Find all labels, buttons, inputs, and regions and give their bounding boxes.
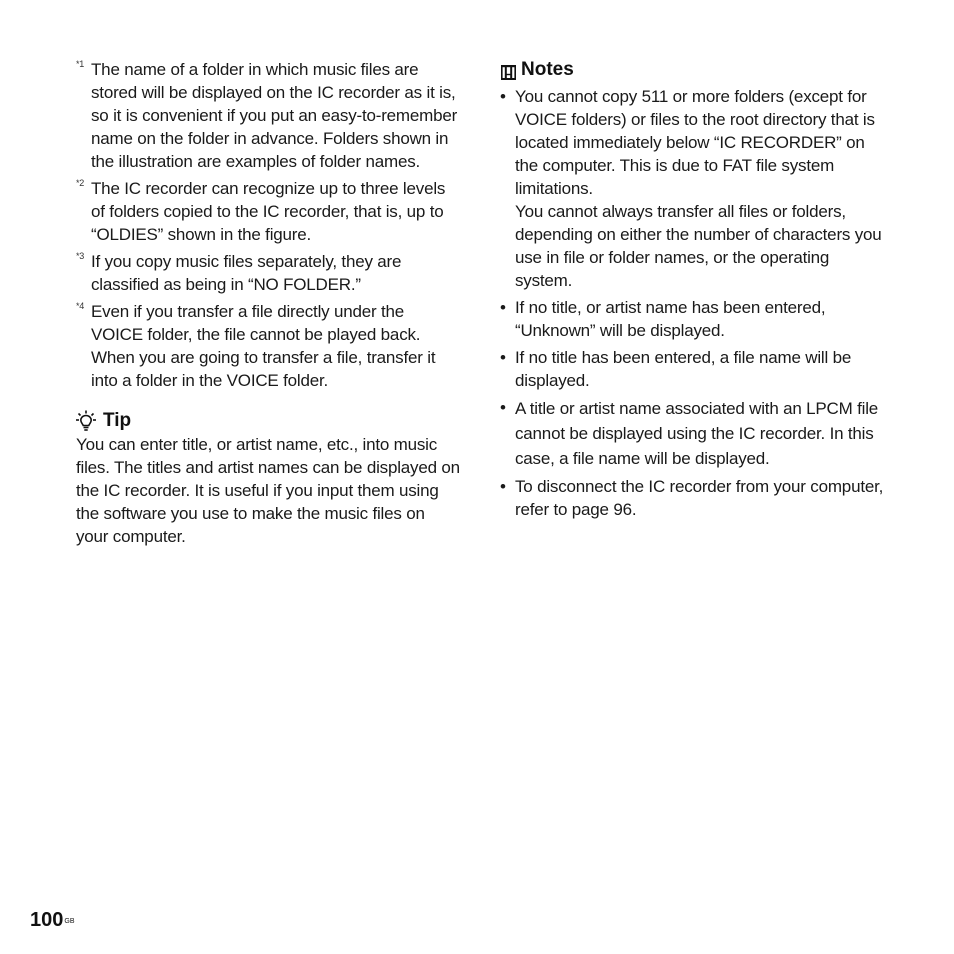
footnote-marker: *3 xyxy=(76,251,85,261)
bullet-marker: • xyxy=(500,348,506,367)
bullet-marker: • xyxy=(500,87,506,106)
footnote-2 xyxy=(76,177,460,246)
note-item-4 xyxy=(500,396,886,471)
page-number-value: 100 xyxy=(30,909,64,931)
footnote-marker: *2 xyxy=(76,178,85,188)
page-number-suffix: GB xyxy=(64,918,75,925)
footnote-4 xyxy=(76,300,460,392)
notes-icon xyxy=(501,63,516,78)
right-column xyxy=(500,58,886,525)
tip-heading xyxy=(76,409,460,433)
footnote-text: The IC recorder can recognize up to three levels of folders copied to the IC recorder, that is, up to “OLDIES” shown in the figure. xyxy=(91,179,446,244)
footnote-3 xyxy=(76,250,460,296)
note-text-continued: You cannot always transfer all files or folders, depending on either the number of characters you use in file or folder names, or the operating system. xyxy=(515,202,882,290)
note-item-2 xyxy=(500,296,886,342)
footnote-1 xyxy=(76,58,460,173)
footnote-text: The name of a folder in which music files are stored will be displayed on the IC recorder as it is, so it is convenient if you put an easy-to-remember name on the folder in advance. Folders shown in the illustration are examples of folder names. xyxy=(91,60,458,171)
note-text: To disconnect the IC recorder from your computer, refer to page 96. xyxy=(515,477,884,519)
note-text: You cannot copy 511 or more folders (except for VOICE folders) or files to the root directory that is located immediately below “IC RECORDER” on the computer. This is due to FAT file system limitations. xyxy=(515,87,875,198)
note-item-3 xyxy=(500,346,886,392)
footnote-marker: *1 xyxy=(76,59,85,69)
note-text: A title or artist name associated with an LPCM file cannot be displayed using the IC recorder. In this case, a file name will be displayed. xyxy=(515,399,879,468)
bullet-marker: • xyxy=(500,477,506,496)
bullet-marker: • xyxy=(500,398,506,417)
notes-heading xyxy=(500,58,886,82)
note-text: If no title, or artist name has been entered, “Unknown” will be displayed. xyxy=(515,298,826,340)
footnote-text: Even if you transfer a file directly under the VOICE folder, the file cannot be played back. When you are going to transfer a file, transfer it into a folder in the VOICE folder. xyxy=(91,302,436,390)
tip-title: Tip xyxy=(103,410,132,431)
tip-text: You can enter title, or artist name, etc., into music files. The titles and artist names can be displayed on the IC recorder. It is useful if you input them using the software you use to make the music files on your computer. xyxy=(76,435,460,546)
note-text: If no title has been entered, a file name will be displayed. xyxy=(515,348,852,390)
page-number xyxy=(30,908,75,932)
note-item-5 xyxy=(500,475,886,521)
note-item-1 xyxy=(500,85,886,292)
footnote-marker: *4 xyxy=(76,301,85,311)
notes-title: Notes xyxy=(521,59,574,80)
bullet-marker: • xyxy=(500,298,506,317)
lightbulb-icon xyxy=(76,410,96,432)
left-column xyxy=(76,58,460,548)
footnote-text: If you copy music files separately, they are classified as being in “NO FOLDER.” xyxy=(91,252,402,294)
